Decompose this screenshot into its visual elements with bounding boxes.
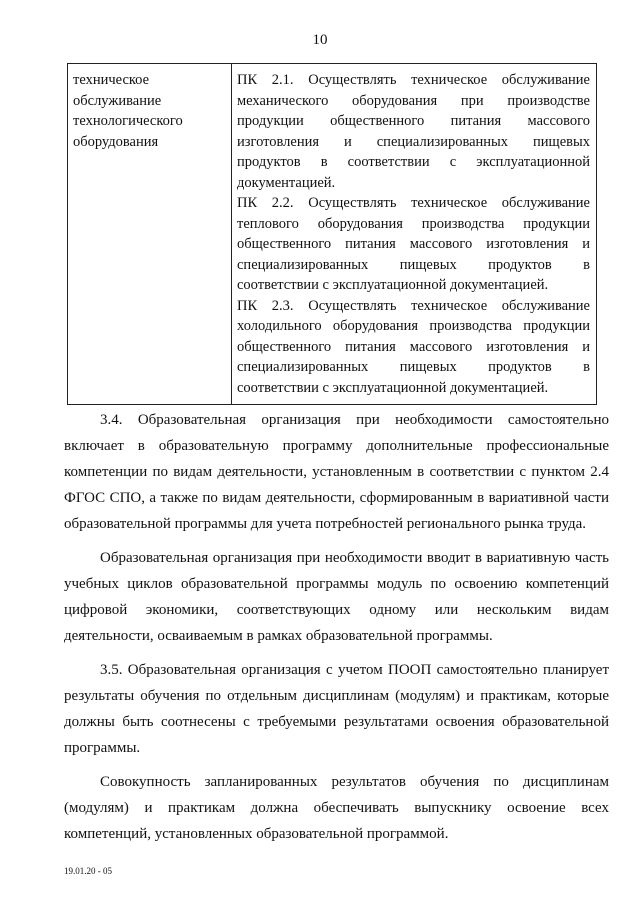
paragraph-learning-results: Совокупность запланированных результатов обучения по дисциплинам (модулям) и практикам должна обеспечивать выпускнику освоение всех компетенций, установленных образовательной программой. — [64, 774, 609, 842]
body-text — [64, 407, 609, 855]
competencies-cell — [232, 64, 597, 405]
activity-type-cell: техническое обслуживание технологического оборудования — [68, 64, 232, 405]
page-number: 10 — [312, 32, 328, 48]
paragraph-3-4: 3.4. Образовательная организация при необходимости самостоятельно включает в образовательную программу дополнительные профессиональные компетенции по видам деятельности, установленным в соответствии с пунктом 2.4 ФГОС СПО, а также по видам деятельности, сформированным в вариативной части образовательной программы для учета потребностей регионального рынка труда. — [64, 412, 609, 532]
table-row — [68, 64, 597, 405]
competency-table — [67, 63, 597, 405]
footer-code: 19.01.20 - 05 — [64, 866, 112, 876]
paragraph-digital-economy: Образовательная организация при необходимости вводит в вариативную часть учебных циклов образовательной программы модуль по освоению компетенций цифровой экономики, соответствующих одному или нескольким видам деятельности, осваиваемым в рамках образовательной программы. — [64, 550, 609, 644]
paragraph-3-5: 3.5. Образовательная организация с учетом ПООП самостоятельно планирует результаты обучения по отдельным дисциплинам (модулям) и практикам, которые должны быть соотнесены с требуемыми результатами освоения образовательной программы. — [64, 662, 609, 756]
competency-pk-2-1: ПК 2.1. Осуществлять техническое обслуживание механического оборудования при производстве продукции общественного питания массового изготовления и специализированных пищевых продуктов в соответствии с эксплуатационной документацией. — [237, 72, 590, 191]
competency-pk-2-3: ПК 2.3. Осуществлять техническое обслуживание холодильного оборудования производства продукции общественного питания массового изготовления и специализированных пищевых продуктов в соответствии с эксплуатационной документацией. — [237, 297, 590, 396]
competency-pk-2-2: ПК 2.2. Осуществлять техническое обслуживание теплового оборудования производства продукции общественного питания массового изготовления и специализированных пищевых продуктов в соответствии с эксплуатационной документацией. — [237, 195, 590, 293]
